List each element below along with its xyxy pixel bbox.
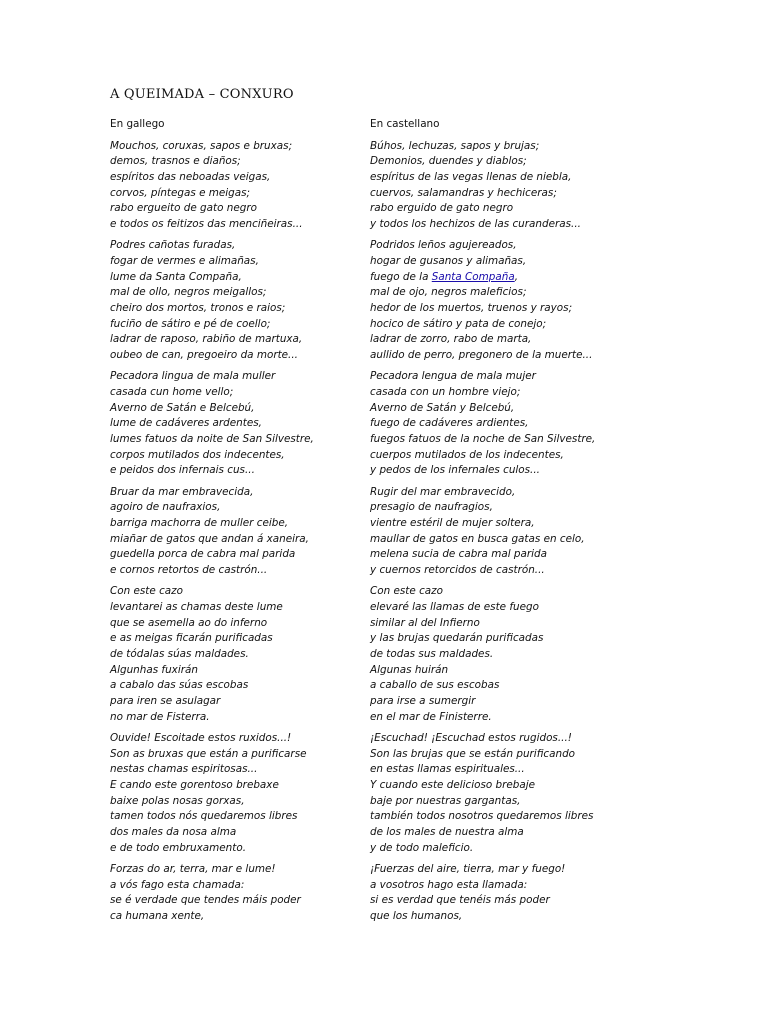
verse-text: , xyxy=(514,270,519,283)
verse-line: dos males da nosa alma xyxy=(110,826,237,839)
verse-line: Mouchos, coruxas, sapos e bruxas; xyxy=(110,139,293,152)
verse-line: mal de ollo, negros meigallos; xyxy=(110,286,267,299)
stanza xyxy=(110,369,360,479)
verse-line: y las brujas quedarán purificadas xyxy=(370,632,544,645)
verse-line: que se asemella ao do inferno xyxy=(110,616,268,629)
verse-line: e cornos retortos de castrón... xyxy=(110,564,268,577)
verse-line: hedor de los muertos, truenos y rayos; xyxy=(370,302,573,315)
verse-line: se é verdade que tendes máis poder xyxy=(110,894,301,907)
verse-line: nestas chamas espiritosas... xyxy=(110,763,258,776)
verse-line: cuervos, salamandras y hechiceras; xyxy=(370,186,557,199)
verse-line: Son as bruxas que están a purificarse xyxy=(110,747,307,760)
verse-line: Ouvide! Escoitade estos ruxidos...! xyxy=(110,731,292,744)
stanza xyxy=(370,369,660,479)
verse-line: fogar de vermes e alimañas, xyxy=(110,255,259,267)
verse-line: barriga machorra de muller ceibe, xyxy=(110,517,289,529)
verse-line: para irse a sumergir xyxy=(370,695,476,708)
verse-line: ladrar de raposo, rabiño de martuxa, xyxy=(110,333,303,346)
verse-line: Bruar da mar embravecida, xyxy=(110,485,254,498)
verse-line: guedella porca de cabra mal parida xyxy=(110,548,296,561)
verse-line: Rugir del mar embravecido, xyxy=(370,485,516,498)
verse-text: fuego de la xyxy=(370,270,432,283)
verse-line: casada cun home vello; xyxy=(110,386,234,398)
stanza xyxy=(110,862,360,925)
verse-line: baixe polas nosas gorxas, xyxy=(110,794,245,807)
verse-line: rabo ergueito de gato negro xyxy=(110,202,257,215)
stanza xyxy=(370,731,660,857)
verse-line: fuciño de sátiro e pé de coello; xyxy=(110,317,271,330)
verse-line: que los humanos, xyxy=(370,910,463,922)
verse-line: lumes fatuos da noite de San Silvestre, xyxy=(110,433,314,446)
verse-line: cheiro dos mortos, tronos e raios; xyxy=(110,302,286,315)
verse-line: y todos los hechizos de las curanderas... xyxy=(370,218,581,231)
verse-line: Pecadora lingua de mala muller xyxy=(110,370,276,383)
gallego-header: En gallego xyxy=(110,118,165,130)
verse-line: Podres cañotas furadas, xyxy=(110,239,236,252)
poem-title: A QUEIMADA – CONXURO xyxy=(110,87,294,102)
verse-line: ¡Escuchad! ¡Escuchad estos rugidos...! xyxy=(370,731,572,744)
verse-line: Podridos leños agujereados, xyxy=(370,239,517,252)
stanza xyxy=(110,139,360,233)
verse-line: si es verdad que tenéis más poder xyxy=(370,894,550,907)
verse-line: similar al del Infierno xyxy=(370,616,480,629)
verse-line: para iren se asulagar xyxy=(110,695,221,708)
verse-line: ca humana xente, xyxy=(110,910,205,922)
verse-line: y de todo maleficio. xyxy=(370,841,474,854)
verse-line: Averno de Satán y Belcebú, xyxy=(370,401,515,414)
verse-line: ladrar de zorro, rabo de marta, xyxy=(370,333,532,346)
santa-compana-link[interactable]: Santa Compaña xyxy=(431,270,515,283)
verse-line: lume da Santa Compaña, xyxy=(110,270,242,283)
castellano-stanzas xyxy=(370,139,660,925)
verse-line: corvos, píntegas e meigas; xyxy=(110,186,251,199)
verse-line: Con este cazo xyxy=(110,585,183,598)
verse-line: y pedos de los infernales culos... xyxy=(370,464,540,477)
verse-line: hocico de sátiro y pata de conejo; xyxy=(370,317,547,330)
verse-line: melena sucia de cabra mal parida xyxy=(370,548,547,561)
verse-line: espíritus de las vegas llenas de niebla, xyxy=(370,171,572,184)
verse-line: casada con un hombre viejo; xyxy=(370,386,521,398)
stanza xyxy=(370,139,660,233)
verse-line: lume de cadáveres ardentes, xyxy=(110,417,262,430)
verse-line: vientre estéril de mujer soltera, xyxy=(370,517,535,529)
verse-line: e peidos dos infernais cus... xyxy=(110,464,255,477)
verse-line: miañar de gatos que andan á xaneira, xyxy=(110,532,309,545)
verse-line: en estas llamas espirituales... xyxy=(370,763,525,776)
verse-line: y cuernos retorcidos de castrón... xyxy=(370,564,545,577)
verse-line: rabo erguido de gato negro xyxy=(370,202,514,215)
stanza xyxy=(110,485,360,579)
gallego-stanzas xyxy=(110,139,360,925)
verse-line: ¡Fuerzas del aire, tierra, mar y fuego! xyxy=(370,862,566,875)
stanza xyxy=(370,584,660,725)
verse-line: aullido de perro, pregonero de la muerte... xyxy=(370,349,593,362)
stanza xyxy=(370,485,660,579)
verse-line: mal de ojo, negros maleficios; xyxy=(370,286,527,299)
verse-line: a vosotros hago esta llamada: xyxy=(370,878,528,891)
gallego-column xyxy=(110,117,360,930)
castellano-column xyxy=(370,117,660,930)
verse-line: Con este cazo xyxy=(370,585,443,598)
verse-line: elevaré las llamas de este fuego xyxy=(370,600,539,613)
verse-line: Búhos, lechuzas, sapos y brujas; xyxy=(370,139,540,152)
verse-line: de los males de nuestra alma xyxy=(370,826,524,839)
verse-line: Y cuando este delicioso brebaje xyxy=(370,779,536,791)
verse-line: maullar de gatos en busca gatas en celo, xyxy=(370,532,585,545)
verse-line: de tódalas súas maldades. xyxy=(110,648,249,660)
verse-line: Algunas huirán xyxy=(370,663,449,676)
verse-line: e todos os feitizos das menciñeiras... xyxy=(110,218,303,231)
stanza xyxy=(110,584,360,725)
verse-line: Algunhas fuxirán xyxy=(110,663,198,676)
stanza xyxy=(370,238,660,364)
verse-line: en el mar de Finisterre. xyxy=(370,710,492,723)
stanza xyxy=(110,731,360,857)
verse-line: Averno de Satán e Belcebú, xyxy=(110,401,255,414)
verse-line: corpos mutilados dos indecentes, xyxy=(110,448,285,461)
castellano-header: En castellano xyxy=(370,118,440,130)
verse-line: Forzas do ar, terra, mar e lume! xyxy=(110,862,276,875)
verse-line: cuerpos mutilados de los indecentes, xyxy=(370,448,564,461)
verse-line: Son las brujas que se están purificando xyxy=(370,747,576,760)
verse-line: E cando este gorentoso brebaxe xyxy=(110,779,279,791)
verse-line: levantarei as chamas deste lume xyxy=(110,600,283,613)
verse-line: a cabalo das súas escobas xyxy=(110,679,249,692)
verse-line: hogar de gusanos y alimañas, xyxy=(370,255,527,267)
verse-line: Demonios, duendes y diablos; xyxy=(370,155,527,168)
verse-line: agoiro de naufraxios, xyxy=(110,501,221,514)
verse-line: tamen todos nós quedaremos libres xyxy=(110,810,298,823)
verse-line: demos, trasnos e diaños; xyxy=(110,155,241,168)
verse-line: presagio de naufragios, xyxy=(370,501,493,514)
verse-line: a vós fago esta chamada: xyxy=(110,878,245,891)
verse-line: a caballo de sus escobas xyxy=(370,679,500,692)
verse-line: Pecadora lengua de mala mujer xyxy=(370,370,536,383)
verse-line: espíritos das neboadas veigas, xyxy=(110,171,271,184)
verse-line: de todas sus maldades. xyxy=(370,648,494,660)
verse-line: baje por nuestras gargantas, xyxy=(370,794,521,807)
verse-line xyxy=(370,270,660,286)
stanza xyxy=(110,238,360,364)
verse-line: fuegos fatuos de la noche de San Silvestre, xyxy=(370,433,596,446)
verse-line: fuego de cadáveres ardientes, xyxy=(370,417,529,430)
verse-line: e de todo embruxamento. xyxy=(110,841,246,854)
verse-line: oubeo de can, pregoeiro da morte... xyxy=(110,349,298,362)
verse-line: también todos nosotros quedaremos libres xyxy=(370,810,594,823)
verse-line: no mar de Fisterra. xyxy=(110,710,210,723)
stanza xyxy=(370,862,660,925)
verse-line: e as meigas ficarán purificadas xyxy=(110,632,273,645)
